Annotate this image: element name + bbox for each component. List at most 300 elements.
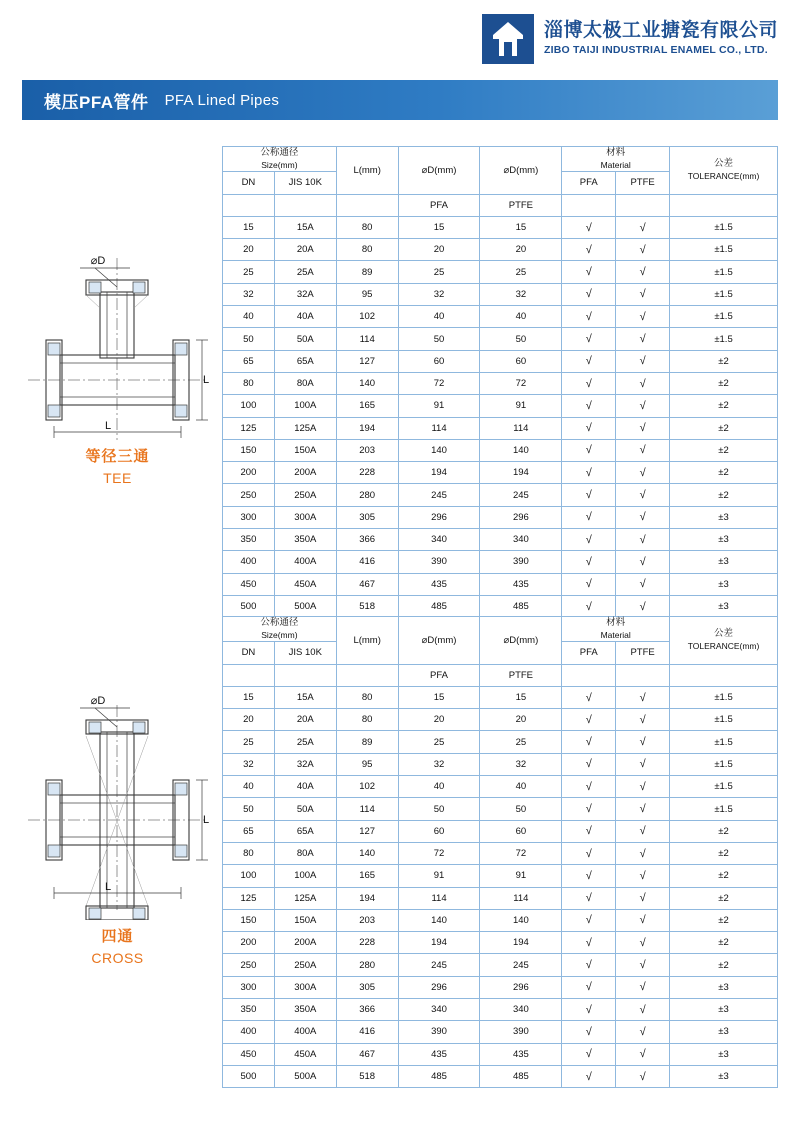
row-material-pfa: √ <box>562 954 616 976</box>
row-tolerance: ±2 <box>670 954 778 976</box>
row-material-ptfe: √ <box>616 216 670 238</box>
header-pfa-blank <box>562 194 616 216</box>
row-material-ptfe: √ <box>616 798 670 820</box>
row-d1: 20 <box>398 709 480 731</box>
row-jis: 100A <box>274 395 336 417</box>
row-l: 366 <box>336 999 398 1021</box>
row-tolerance: ±1.5 <box>670 753 778 775</box>
table-row <box>223 1021 778 1043</box>
header-dn: DN <box>223 642 275 664</box>
row-d2: 25 <box>480 731 562 753</box>
row-material-ptfe: √ <box>616 887 670 909</box>
row-l: 203 <box>336 439 398 461</box>
row-dn: 125 <box>223 887 275 909</box>
row-material-pfa: √ <box>562 306 616 328</box>
table-row <box>223 865 778 887</box>
row-dn: 450 <box>223 573 275 595</box>
row-tolerance: ±3 <box>670 1065 778 1087</box>
table-row <box>223 1043 778 1065</box>
row-material-pfa: √ <box>562 731 616 753</box>
tee-drawing <box>20 140 215 440</box>
row-l: 305 <box>336 506 398 528</box>
row-tolerance: ±3 <box>670 506 778 528</box>
row-material-ptfe: √ <box>616 909 670 931</box>
row-material-ptfe: √ <box>616 865 670 887</box>
row-jis: 125A <box>274 417 336 439</box>
header-size: 公称通径 Size(mm) <box>223 147 337 172</box>
row-tolerance: ±1.5 <box>670 239 778 261</box>
table-row <box>223 731 778 753</box>
header-dn-blank <box>223 194 275 216</box>
row-jis: 350A <box>274 529 336 551</box>
row-l: 228 <box>336 462 398 484</box>
row-d1: 140 <box>398 439 480 461</box>
row-tolerance: ±2 <box>670 395 778 417</box>
row-l: 140 <box>336 842 398 864</box>
row-dn: 250 <box>223 484 275 506</box>
row-d1: 25 <box>398 261 480 283</box>
table-row <box>223 909 778 931</box>
cross-drawing <box>20 610 215 920</box>
row-jis: 300A <box>274 506 336 528</box>
row-tolerance: ±1.5 <box>670 798 778 820</box>
table-row <box>223 551 778 573</box>
cross-label-length-h: L <box>104 881 112 893</box>
figure-cross <box>20 610 215 966</box>
row-material-ptfe: √ <box>616 954 670 976</box>
row-d1: 340 <box>398 999 480 1021</box>
row-dn: 150 <box>223 439 275 461</box>
row-l: 95 <box>336 283 398 305</box>
row-material-ptfe: √ <box>616 709 670 731</box>
table-row <box>223 976 778 998</box>
row-jis: 400A <box>274 551 336 573</box>
row-l: 102 <box>336 776 398 798</box>
row-jis: 125A <box>274 887 336 909</box>
row-l: 366 <box>336 529 398 551</box>
header-d2-material: PTFE <box>480 194 562 216</box>
row-material-pfa: √ <box>562 798 616 820</box>
row-tolerance: ±2 <box>670 372 778 394</box>
row-jis: 15A <box>274 216 336 238</box>
row-d2: 194 <box>480 932 562 954</box>
figure-tee <box>20 140 215 486</box>
row-l: 194 <box>336 417 398 439</box>
row-d2: 140 <box>480 909 562 931</box>
row-jis: 200A <box>274 462 336 484</box>
row-material-ptfe: √ <box>616 372 670 394</box>
row-material-pfa: √ <box>562 484 616 506</box>
table-row <box>223 686 778 708</box>
row-material-pfa: √ <box>562 417 616 439</box>
row-dn: 25 <box>223 261 275 283</box>
spec-table-cross-head <box>223 617 778 687</box>
row-d1: 15 <box>398 686 480 708</box>
row-material-ptfe: √ <box>616 999 670 1021</box>
row-tolerance: ±3 <box>670 551 778 573</box>
row-material-ptfe: √ <box>616 529 670 551</box>
spec-table-cross-body <box>223 686 778 1087</box>
row-d1: 32 <box>398 283 480 305</box>
row-d2: 340 <box>480 999 562 1021</box>
table-row <box>223 529 778 551</box>
header-d1: ⌀D(mm) <box>398 147 480 195</box>
row-dn: 65 <box>223 820 275 842</box>
row-material-ptfe: √ <box>616 395 670 417</box>
header-material-pfa: PFA <box>562 172 616 194</box>
row-dn: 400 <box>223 1021 275 1043</box>
row-tolerance: ±3 <box>670 529 778 551</box>
row-dn: 25 <box>223 731 275 753</box>
row-material-ptfe: √ <box>616 439 670 461</box>
row-d1: 485 <box>398 1065 480 1087</box>
row-tolerance: ±2 <box>670 887 778 909</box>
header-dn: DN <box>223 172 275 194</box>
row-l: 80 <box>336 709 398 731</box>
row-l: 165 <box>336 865 398 887</box>
row-jis: 80A <box>274 842 336 864</box>
table-row <box>223 753 778 775</box>
header-ptfe-blank <box>616 664 670 686</box>
spec-table-cross <box>222 616 778 1088</box>
row-tolerance: ±1.5 <box>670 731 778 753</box>
row-material-pfa: √ <box>562 932 616 954</box>
table-row <box>223 395 778 417</box>
row-tolerance: ±2 <box>670 842 778 864</box>
table-row <box>223 216 778 238</box>
row-l: 114 <box>336 328 398 350</box>
row-dn: 80 <box>223 372 275 394</box>
row-material-ptfe: √ <box>616 820 670 842</box>
row-tolerance: ±1.5 <box>670 216 778 238</box>
row-jis: 25A <box>274 731 336 753</box>
table-row <box>223 932 778 954</box>
row-d1: 296 <box>398 976 480 998</box>
table-row <box>223 484 778 506</box>
row-d2: 296 <box>480 506 562 528</box>
row-material-pfa: √ <box>562 976 616 998</box>
row-d1: 20 <box>398 239 480 261</box>
header-tolerance: 公差 TOLERANCE(mm) <box>670 147 778 195</box>
row-d1: 194 <box>398 932 480 954</box>
table-row <box>223 283 778 305</box>
row-d2: 245 <box>480 954 562 976</box>
cross-label-length-v: L <box>202 814 210 826</box>
row-l: 80 <box>336 686 398 708</box>
row-l: 80 <box>336 216 398 238</box>
row-d1: 32 <box>398 753 480 775</box>
row-dn: 350 <box>223 999 275 1021</box>
row-material-ptfe: √ <box>616 551 670 573</box>
row-d1: 50 <box>398 798 480 820</box>
row-d2: 50 <box>480 798 562 820</box>
row-tolerance: ±2 <box>670 484 778 506</box>
row-d2: 40 <box>480 776 562 798</box>
row-dn: 400 <box>223 551 275 573</box>
row-dn: 300 <box>223 976 275 998</box>
header-material-ptfe: PTFE <box>616 172 670 194</box>
row-d2: 390 <box>480 551 562 573</box>
table-row <box>223 350 778 372</box>
row-material-ptfe: √ <box>616 842 670 864</box>
row-dn: 150 <box>223 909 275 931</box>
row-d1: 72 <box>398 842 480 864</box>
row-material-pfa: √ <box>562 328 616 350</box>
row-l: 95 <box>336 753 398 775</box>
row-material-pfa: √ <box>562 595 616 617</box>
row-dn: 20 <box>223 709 275 731</box>
row-d1: 340 <box>398 529 480 551</box>
row-d1: 435 <box>398 573 480 595</box>
row-material-pfa: √ <box>562 216 616 238</box>
cross-label-diameter: ⌀D <box>90 695 106 707</box>
header-tolerance: 公差 TOLERANCE(mm) <box>670 617 778 665</box>
row-material-pfa: √ <box>562 776 616 798</box>
row-jis: 15A <box>274 686 336 708</box>
row-dn: 50 <box>223 328 275 350</box>
row-tolerance: ±2 <box>670 462 778 484</box>
row-l: 140 <box>336 372 398 394</box>
table-row <box>223 239 778 261</box>
row-jis: 350A <box>274 999 336 1021</box>
row-d1: 114 <box>398 417 480 439</box>
header-d2: ⌀D(mm) <box>480 147 562 195</box>
spec-table-tee <box>222 146 778 618</box>
row-jis: 40A <box>274 306 336 328</box>
row-material-pfa: √ <box>562 529 616 551</box>
figure-tee-caption-cn: 等径三通 <box>85 448 150 465</box>
table-row <box>223 462 778 484</box>
figure-tee-caption-en: TEE <box>103 470 132 486</box>
row-dn: 15 <box>223 216 275 238</box>
row-material-ptfe: √ <box>616 776 670 798</box>
table-row <box>223 506 778 528</box>
row-d1: 40 <box>398 776 480 798</box>
row-d2: 390 <box>480 1021 562 1043</box>
row-d1: 390 <box>398 1021 480 1043</box>
row-jis: 65A <box>274 350 336 372</box>
figure-cross-caption-cn: 四通 <box>101 928 134 945</box>
row-material-pfa: √ <box>562 439 616 461</box>
row-tolerance: ±1.5 <box>670 283 778 305</box>
row-l: 114 <box>336 798 398 820</box>
row-material-ptfe: √ <box>616 283 670 305</box>
row-d2: 72 <box>480 842 562 864</box>
row-tolerance: ±2 <box>670 932 778 954</box>
row-material-ptfe: √ <box>616 573 670 595</box>
row-material-ptfe: √ <box>616 753 670 775</box>
row-material-pfa: √ <box>562 753 616 775</box>
row-material-ptfe: √ <box>616 484 670 506</box>
row-d1: 245 <box>398 954 480 976</box>
row-material-ptfe: √ <box>616 306 670 328</box>
row-d2: 485 <box>480 1065 562 1087</box>
row-dn: 250 <box>223 954 275 976</box>
row-d1: 296 <box>398 506 480 528</box>
page-header <box>0 0 800 78</box>
header-jis-blank <box>274 194 336 216</box>
row-material-ptfe: √ <box>616 261 670 283</box>
row-jis: 250A <box>274 954 336 976</box>
header-material: 材料 Material <box>562 617 670 642</box>
row-dn: 40 <box>223 776 275 798</box>
row-material-pfa: √ <box>562 1065 616 1087</box>
company-brand <box>482 14 778 64</box>
row-tolerance: ±2 <box>670 439 778 461</box>
row-jis: 500A <box>274 1065 336 1087</box>
row-d2: 340 <box>480 529 562 551</box>
row-material-pfa: √ <box>562 909 616 931</box>
header-d2: ⌀D(mm) <box>480 617 562 665</box>
table-row <box>223 776 778 798</box>
table-row <box>223 709 778 731</box>
header-size: 公称通径 Size(mm) <box>223 617 337 642</box>
header-l: L(mm) <box>336 617 398 665</box>
row-dn: 500 <box>223 1065 275 1087</box>
row-material-pfa: √ <box>562 573 616 595</box>
row-material-pfa: √ <box>562 842 616 864</box>
row-d2: 91 <box>480 865 562 887</box>
header-d1-material: PFA <box>398 194 480 216</box>
row-dn: 20 <box>223 239 275 261</box>
row-material-ptfe: √ <box>616 1065 670 1087</box>
row-l: 280 <box>336 484 398 506</box>
header-jis-blank <box>274 664 336 686</box>
row-material-pfa: √ <box>562 239 616 261</box>
row-d1: 194 <box>398 462 480 484</box>
header-material-pfa: PFA <box>562 642 616 664</box>
row-l: 467 <box>336 1043 398 1065</box>
header-d2-material: PTFE <box>480 664 562 686</box>
header-l-blank <box>336 664 398 686</box>
row-d2: 435 <box>480 573 562 595</box>
row-d1: 435 <box>398 1043 480 1065</box>
row-l: 127 <box>336 350 398 372</box>
row-jis: 100A <box>274 865 336 887</box>
row-jis: 32A <box>274 753 336 775</box>
row-dn: 15 <box>223 686 275 708</box>
table-row <box>223 820 778 842</box>
row-l: 89 <box>336 261 398 283</box>
row-l: 416 <box>336 1021 398 1043</box>
header-tol-blank <box>670 194 778 216</box>
spec-table-tee-body <box>223 216 778 617</box>
row-material-pfa: √ <box>562 551 616 573</box>
row-l: 228 <box>336 932 398 954</box>
row-dn: 450 <box>223 1043 275 1065</box>
row-l: 280 <box>336 954 398 976</box>
row-d2: 296 <box>480 976 562 998</box>
row-dn: 32 <box>223 283 275 305</box>
row-material-pfa: √ <box>562 261 616 283</box>
table-row <box>223 261 778 283</box>
row-material-pfa: √ <box>562 709 616 731</box>
row-jis: 300A <box>274 976 336 998</box>
header-l-blank <box>336 194 398 216</box>
row-d1: 50 <box>398 328 480 350</box>
title-cn: 模压PFA管件 <box>44 92 149 112</box>
row-d2: 60 <box>480 820 562 842</box>
row-material-ptfe: √ <box>616 1021 670 1043</box>
header-dn-blank <box>223 664 275 686</box>
row-d2: 72 <box>480 372 562 394</box>
row-d2: 194 <box>480 462 562 484</box>
table-row <box>223 842 778 864</box>
row-dn: 40 <box>223 306 275 328</box>
row-l: 89 <box>336 731 398 753</box>
row-d1: 140 <box>398 909 480 931</box>
row-material-pfa: √ <box>562 1021 616 1043</box>
company-name-en: ZIBO TAIJI INDUSTRIAL ENAMEL CO., LTD. <box>543 44 768 56</box>
row-material-ptfe: √ <box>616 350 670 372</box>
row-material-ptfe: √ <box>616 731 670 753</box>
row-material-ptfe: √ <box>616 506 670 528</box>
row-d2: 40 <box>480 306 562 328</box>
row-tolerance: ±2 <box>670 865 778 887</box>
table-row <box>223 1065 778 1087</box>
header-ptfe-blank <box>616 194 670 216</box>
row-d1: 114 <box>398 887 480 909</box>
header-pfa-blank <box>562 664 616 686</box>
row-tolerance: ±2 <box>670 820 778 842</box>
row-tolerance: ±1.5 <box>670 686 778 708</box>
row-d2: 32 <box>480 753 562 775</box>
row-tolerance: ±1.5 <box>670 709 778 731</box>
table-row <box>223 798 778 820</box>
row-d1: 60 <box>398 350 480 372</box>
row-dn: 32 <box>223 753 275 775</box>
row-tolerance: ±3 <box>670 1043 778 1065</box>
row-tolerance: ±3 <box>670 999 778 1021</box>
row-material-pfa: √ <box>562 506 616 528</box>
row-d2: 91 <box>480 395 562 417</box>
row-d2: 20 <box>480 709 562 731</box>
row-tolerance: ±1.5 <box>670 776 778 798</box>
row-jis: 20A <box>274 709 336 731</box>
row-d2: 25 <box>480 261 562 283</box>
row-d2: 485 <box>480 595 562 617</box>
company-name-cn: 淄博太极工业搪瓷有限公司 <box>543 20 778 42</box>
row-jis: 450A <box>274 1043 336 1065</box>
row-tolerance: ±2 <box>670 350 778 372</box>
row-l: 194 <box>336 887 398 909</box>
row-dn: 100 <box>223 395 275 417</box>
row-d2: 140 <box>480 439 562 461</box>
row-material-ptfe: √ <box>616 932 670 954</box>
row-tolerance: ±1.5 <box>670 328 778 350</box>
row-jis: 500A <box>274 595 336 617</box>
row-l: 518 <box>336 595 398 617</box>
section-title-banner <box>22 80 778 120</box>
table-row <box>223 887 778 909</box>
row-l: 518 <box>336 1065 398 1087</box>
row-jis: 50A <box>274 798 336 820</box>
company-logo-icon <box>482 14 534 64</box>
row-l: 80 <box>336 239 398 261</box>
row-d2: 435 <box>480 1043 562 1065</box>
row-d2: 32 <box>480 283 562 305</box>
row-jis: 65A <box>274 820 336 842</box>
tee-label-diameter: ⌀D <box>90 255 106 267</box>
row-d1: 390 <box>398 551 480 573</box>
row-d1: 91 <box>398 865 480 887</box>
row-d1: 40 <box>398 306 480 328</box>
row-d2: 245 <box>480 484 562 506</box>
row-l: 203 <box>336 909 398 931</box>
row-dn: 300 <box>223 506 275 528</box>
row-dn: 350 <box>223 529 275 551</box>
row-l: 127 <box>336 820 398 842</box>
